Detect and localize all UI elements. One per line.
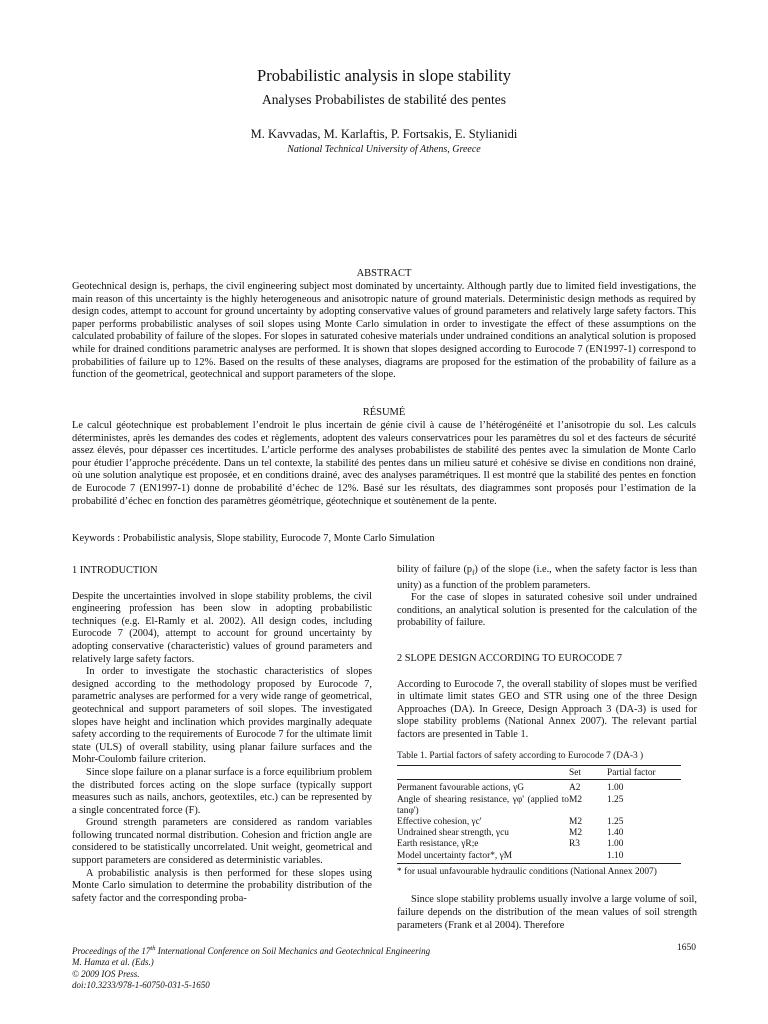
page-number: 1650	[677, 943, 696, 953]
intro-paragraph-1: Despite the uncertainties involved in slope stability problems, the civil engineering profession has been slow in adopting probabilistic techniques (e.g. El-Ramly et al. 2002). All design codes, including Eurocode 7 (2004), attempt to account for ground uncertainty by adopting conservative (characteristic) values of ground parameters and relatively large safety factors.	[72, 590, 372, 665]
footer-copyright: © 2009 IOS Press.	[72, 968, 140, 979]
section-2-heading: 2 SLOPE DESIGN ACCORDING TO EUROCODE 7	[397, 653, 623, 665]
resume-heading: RÉSUMÉ	[362, 407, 406, 418]
affiliation: National Technical University of Athens, Greece	[287, 144, 481, 155]
abstract-heading: ABSTRACT	[356, 268, 412, 279]
section-2-paragraph-2: Since slope stability problems usually involve a large volume of soil, failure depends on the distribution of the mean values of soil strength parameters (Frank et al 2004). Therefore	[397, 894, 697, 931]
abstract-text: Geotechnical design is, perhaps, the civil engineering subject most dominated by uncertainty. Although partly due to limited field investigations, the main reason of this uncertainty is the highly heterogeneous and anisotropic nature of ground materials. Deterministic design methods as required by design codes, attempt to account for ground uncertainty by adopting conservative values of ground parameters and relatively large safety factors. This paper performs probabilistic analyses of soil slopes using Monte Carlo simulation in order to investigate the effect of these assumptions on the calculated probability of failure of the slopes. For slopes in saturated cohesive materials under undrained conditions an analytical solution is proposed while for drained conditions parametric analyses are performed. It is shown that slopes designed according to Eurocode 7 (EN1997-1) correspond to probabilities of failure up to 12%. Based on the results of these analyses, diagrams are proposed for the estimation of the probability of failure as a function of the geometrical, geotechnical and support parameters of the slope.	[72, 281, 696, 381]
paper-subtitle: Analyses Probabilistes de stabilité des pentes	[261, 92, 507, 107]
table-row: Earth resistance, γR;e R3 1.00	[397, 839, 624, 850]
table-header-row: Set Partial factor	[397, 766, 681, 780]
table-row: Model uncertainty factor*, γM 1.10	[397, 851, 681, 864]
footer-proceedings: Proceedings of the 17th International Conference on Soil Mechanics and Geotechnical Engineering	[72, 945, 431, 956]
intro-paragraph-5: A probabilistic analysis is then performed for these slopes using Monte Carlo simulation to determine the probability distribution of the safety factor and the corresponding proba-	[72, 867, 372, 904]
resume-text: Le calcul géotechnique est probablement l’endroit le plus incertain de génie civil à cause de l’hétérogénéité et l’anisotropie du sol. Les calculs déterministes, après les demandes des codes et règlements, adoptent des valeurs conservatrices pour les paramètres du sol et des facteurs de sécurité assez élevés, pour dépasser ces incertitudes. L’article performe des analyses probabilistes de stabilité des pentes avec la simulation de Monte Carlo pour étudier l’approche précédente. Dans un tel contexte, la stabilité des pentes dans un milieu saturé et cohésive se divise en conditions non drainé, où une solution analytique est proposée, et en conditions drainé, avec des analyses paramétriques. Il est montré que la stabilité des pentes en fonction de Eurocode 7 (EN1997-1) donne de probabilité d’échec de 12%. Basé sur les résultats, des diagrammes sont proposés pour l’estimation de la probabilité d’échec en fonction des paramètres géométrique, géotechnique et soutènement de la pente.	[72, 420, 696, 507]
footer-doi: doi:10.3233/978-1-60750-031-5-1650	[72, 979, 210, 990]
intro-paragraph-6: For the case of slopes in saturated cohesive soil under undrained conditions, an analytical solution is presented for the calculation of the probability of failure.	[397, 592, 697, 629]
authors: M. Kavvadas, M. Karlaftis, P. Fortsakis, E. Stylianidi	[250, 127, 518, 141]
section-1-heading: 1 INTRODUCTION	[72, 565, 158, 576]
section-2-paragraph: According to Eurocode 7, the overall stability of slopes must be verified in ultimate limit states GEO and STR using one of the three Design Approaches (DA). In Greece, Design Approach 3 (DA-3) is used for slope stability problems (National Annex 2007). The relevant partial factors are presented in Table 1.	[397, 678, 697, 740]
paper-title: Probabilistic analysis in slope stability	[257, 66, 511, 85]
partial-factors-table	[397, 765, 681, 864]
table-row: Angle of shearing resistance, γφ' (applied to tanφ') M2 1.25	[397, 794, 624, 816]
left-column	[72, 565, 372, 905]
table-row: Permanent favourable actions, γG A2 1.00	[397, 780, 681, 795]
table-caption: Table 1. Partial factors of safety according to Eurocode 7 (DA-3 )	[397, 750, 644, 761]
table-note: * for usual unfavourable hydraulic conditions (National Annex 2007)	[397, 866, 657, 877]
table-row: Undrained shear strength, γcu M2 1.40	[397, 828, 624, 839]
intro-continuation: bility of failure $(p_f)$ of the slope (i.e., when the safety factor is less than unity) as a function of the problem parameters.	[397, 564, 697, 591]
table-row: Effective cohesion, γc' M2 1.25	[397, 816, 624, 827]
keywords: Keywords : Probabilistic analysis, Slope stability, Eurocode 7, Monte Carlo Simulation	[72, 533, 435, 544]
footer-editors: M. Hamza et al. (Eds.)	[72, 957, 154, 968]
intro-paragraph-2: In order to investigate the stochastic characteristics of slopes designed according to the methodology proposed by Eurocode 7, parametric analyses are performed for a very wide range of geometrical, geotechnical and support parameters of soil slopes. The investigated slopes have height and inclination which provides marginally adequate safety according to the requirements of Eurocode 7 for the ultimate limit state (ULS) of overall stability, using planar failure surfaces and the Mohr-Coulomb failure criterion.	[72, 666, 372, 766]
footer-citation	[72, 943, 696, 991]
intro-paragraph-4: Ground strength parameters are considered as random variables following truncated normal distribution. Cohesion and friction angle are considered to be statistically uncorrelated. Unit weight, geometrical and support parameters are considered as deterministic variables.	[72, 817, 372, 867]
intro-paragraph-3: Since slope failure on a planar surface is a force equilibrium problem the distributed forces acting on the slope surface (typically support measures such as nails, anchors, geotextiles, etc.) can be represented by a single concentrated force (F).	[72, 766, 372, 816]
right-column	[397, 564, 697, 932]
